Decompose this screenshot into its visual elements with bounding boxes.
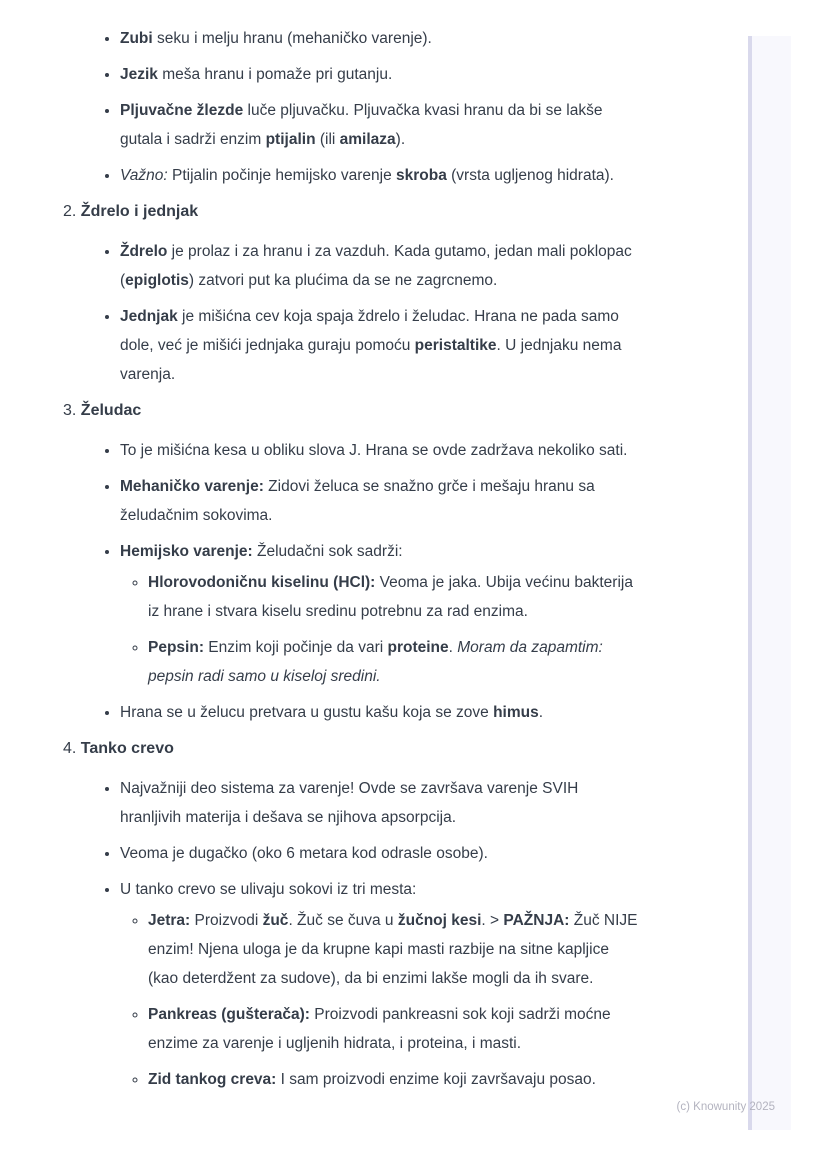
- bold-text: himus: [493, 704, 539, 721]
- list-item: [120, 774, 641, 832]
- bold-text: žučnoj kesi: [397, 912, 482, 929]
- bold-text: Pepsin:: [148, 639, 204, 656]
- bold-text: Ždrelo: [120, 243, 168, 260]
- text-run: U tanko crevo se ulivaju sokovi iz tri mesta:: [120, 881, 417, 898]
- text-run: (ili: [315, 131, 340, 148]
- text-run: Proizvodi pankreasni sok koji sadrži moćne enzime za varenje i ugljenih hidrata, i proteina, i masti.: [148, 1006, 611, 1052]
- section-title: Ždrelo i jednjak: [80, 203, 199, 220]
- bold-text: Mehaničko varenje:: [120, 478, 264, 495]
- text-run: To je mišićna kesa u obliku slova J. Hrana se ovde zadržava nekoliko sati.: [120, 442, 628, 459]
- bullet-list: [63, 436, 641, 727]
- section-heading: [63, 396, 641, 425]
- text-run: luče pljuvačku. Pljuvačka kvasi hranu da bi se lakše gutala i sadrži enzim: [120, 102, 603, 148]
- bold-text: peristaltike: [414, 337, 497, 354]
- bold-text: epiglotis: [125, 272, 189, 289]
- text-run: Zidovi želuca se snažno grče i mešaju hranu sa želudačnim sokovima.: [120, 478, 595, 524]
- text-run: . U jednjaku nema varenja.: [120, 337, 622, 383]
- italic-text: Moram da zapamtim: pepsin radi samo u kiseloj sredini.: [148, 639, 603, 685]
- text-run: ).: [395, 131, 406, 148]
- bold-text: Hlorovodoničnu kiselinu (HCl):: [148, 574, 376, 591]
- text-run: Žuč NIJE enzim! Njena uloga je da krupne kapi masti razbije na sitne kapljice (kao deterdžent za sudove), da bi enzimi lakše mogli da ih svare.: [148, 912, 638, 987]
- list-item: [120, 237, 641, 295]
- bullet-list: [63, 774, 641, 1094]
- bold-text: Jezik: [120, 66, 158, 83]
- text-run: .: [538, 704, 544, 721]
- list-item: [120, 436, 641, 465]
- text-run: Hrana se u želucu pretvara u gustu kašu koja se zove: [120, 704, 494, 721]
- text-run: Proizvodi: [190, 912, 263, 929]
- section-number: 3.: [63, 402, 81, 419]
- bold-text: PAŽNJA:: [503, 912, 570, 929]
- bold-text: Jednjak: [120, 308, 178, 325]
- text-run: je mišićna cev koja spaja ždrelo i želudac. Hrana ne pada samo dole, već je mišići jednjaka guraju pomoću: [120, 308, 619, 354]
- list-item: [120, 839, 641, 868]
- bold-text: Pankreas (gušterača):: [148, 1006, 310, 1023]
- section-title: Želudac: [80, 402, 142, 419]
- list-item: [148, 568, 641, 626]
- text-run: je prolaz i za hranu i za vazduh. Kada gutamo, jedan mali poklopac (: [120, 243, 632, 289]
- text-run: . >: [481, 912, 504, 929]
- bold-text: Zid tankog creva:: [148, 1071, 277, 1088]
- text-run: seku i melju hranu (mehaničko varenje).: [152, 30, 432, 47]
- section-heading: [63, 197, 641, 226]
- text-run: Veoma je jaka. Ubija većinu bakterija iz hrane i stvara kiselu sredinu potrebnu za rad enzima.: [148, 574, 633, 620]
- list-item: [120, 161, 641, 190]
- section-number: 4.: [63, 740, 81, 757]
- text-run: Veoma je dugačko (oko 6 metara kod odrasle osobe).: [120, 845, 488, 862]
- text-run: Najvažniji deo sistema za varenje! Ovde se završava varenje SVIH hranljivih materija i dešava se njihova apsorpcija.: [120, 780, 579, 826]
- list-item: [148, 1000, 641, 1058]
- text-run: (vrsta ugljenog hidrata).: [446, 167, 614, 184]
- italic-text: Važno:: [120, 167, 168, 184]
- bold-text: Hemijsko varenje:: [120, 543, 253, 560]
- bullet-list: [120, 906, 641, 1094]
- text-run: Ptijalin počinje hemijsko varenje: [167, 167, 396, 184]
- list-item: [120, 698, 641, 727]
- list-item: [120, 875, 641, 1094]
- bold-text: Pljuvačne žlezde: [120, 102, 244, 119]
- bold-text: Jetra:: [148, 912, 191, 929]
- text-run: meša hranu i pomaže pri gutanju.: [157, 66, 393, 83]
- text-run: Želudačni sok sadrži:: [252, 543, 403, 560]
- list-item: [120, 96, 641, 154]
- list-item: [120, 537, 641, 691]
- bold-text: amilaza: [339, 131, 396, 148]
- text-run: Enzim koji počinje da vari: [203, 639, 388, 656]
- text-run: . Žuč se čuva u: [288, 912, 398, 929]
- section-heading: [63, 734, 641, 763]
- text-run: .: [448, 639, 458, 656]
- list-item: [120, 24, 641, 53]
- list-item: [148, 633, 641, 691]
- section-title: Tanko crevo: [80, 740, 174, 757]
- bullet-list: [120, 568, 641, 691]
- bullet-list: [63, 237, 641, 389]
- notes-document: [63, 24, 641, 1101]
- list-item: [120, 302, 641, 389]
- bold-text: proteine: [387, 639, 449, 656]
- bold-text: žuč: [262, 912, 289, 929]
- bullet-list: [63, 24, 641, 190]
- bold-text: skroba: [396, 167, 447, 184]
- scrollbar-track[interactable]: [748, 36, 791, 1130]
- list-item: [148, 1065, 641, 1094]
- list-item: [148, 906, 641, 993]
- section-number: 2.: [63, 203, 81, 220]
- text-run: I sam proizvodi enzime koji završavaju posao.: [276, 1071, 596, 1088]
- text-run: ) zatvori put ka plućima da se ne zagrcnemo.: [188, 272, 498, 289]
- list-item: [120, 472, 641, 530]
- bold-text: Zubi: [120, 30, 153, 47]
- copyright-watermark: (c) Knowunity 2025: [676, 1101, 775, 1113]
- list-item: [120, 60, 641, 89]
- bold-text: ptijalin: [265, 131, 316, 148]
